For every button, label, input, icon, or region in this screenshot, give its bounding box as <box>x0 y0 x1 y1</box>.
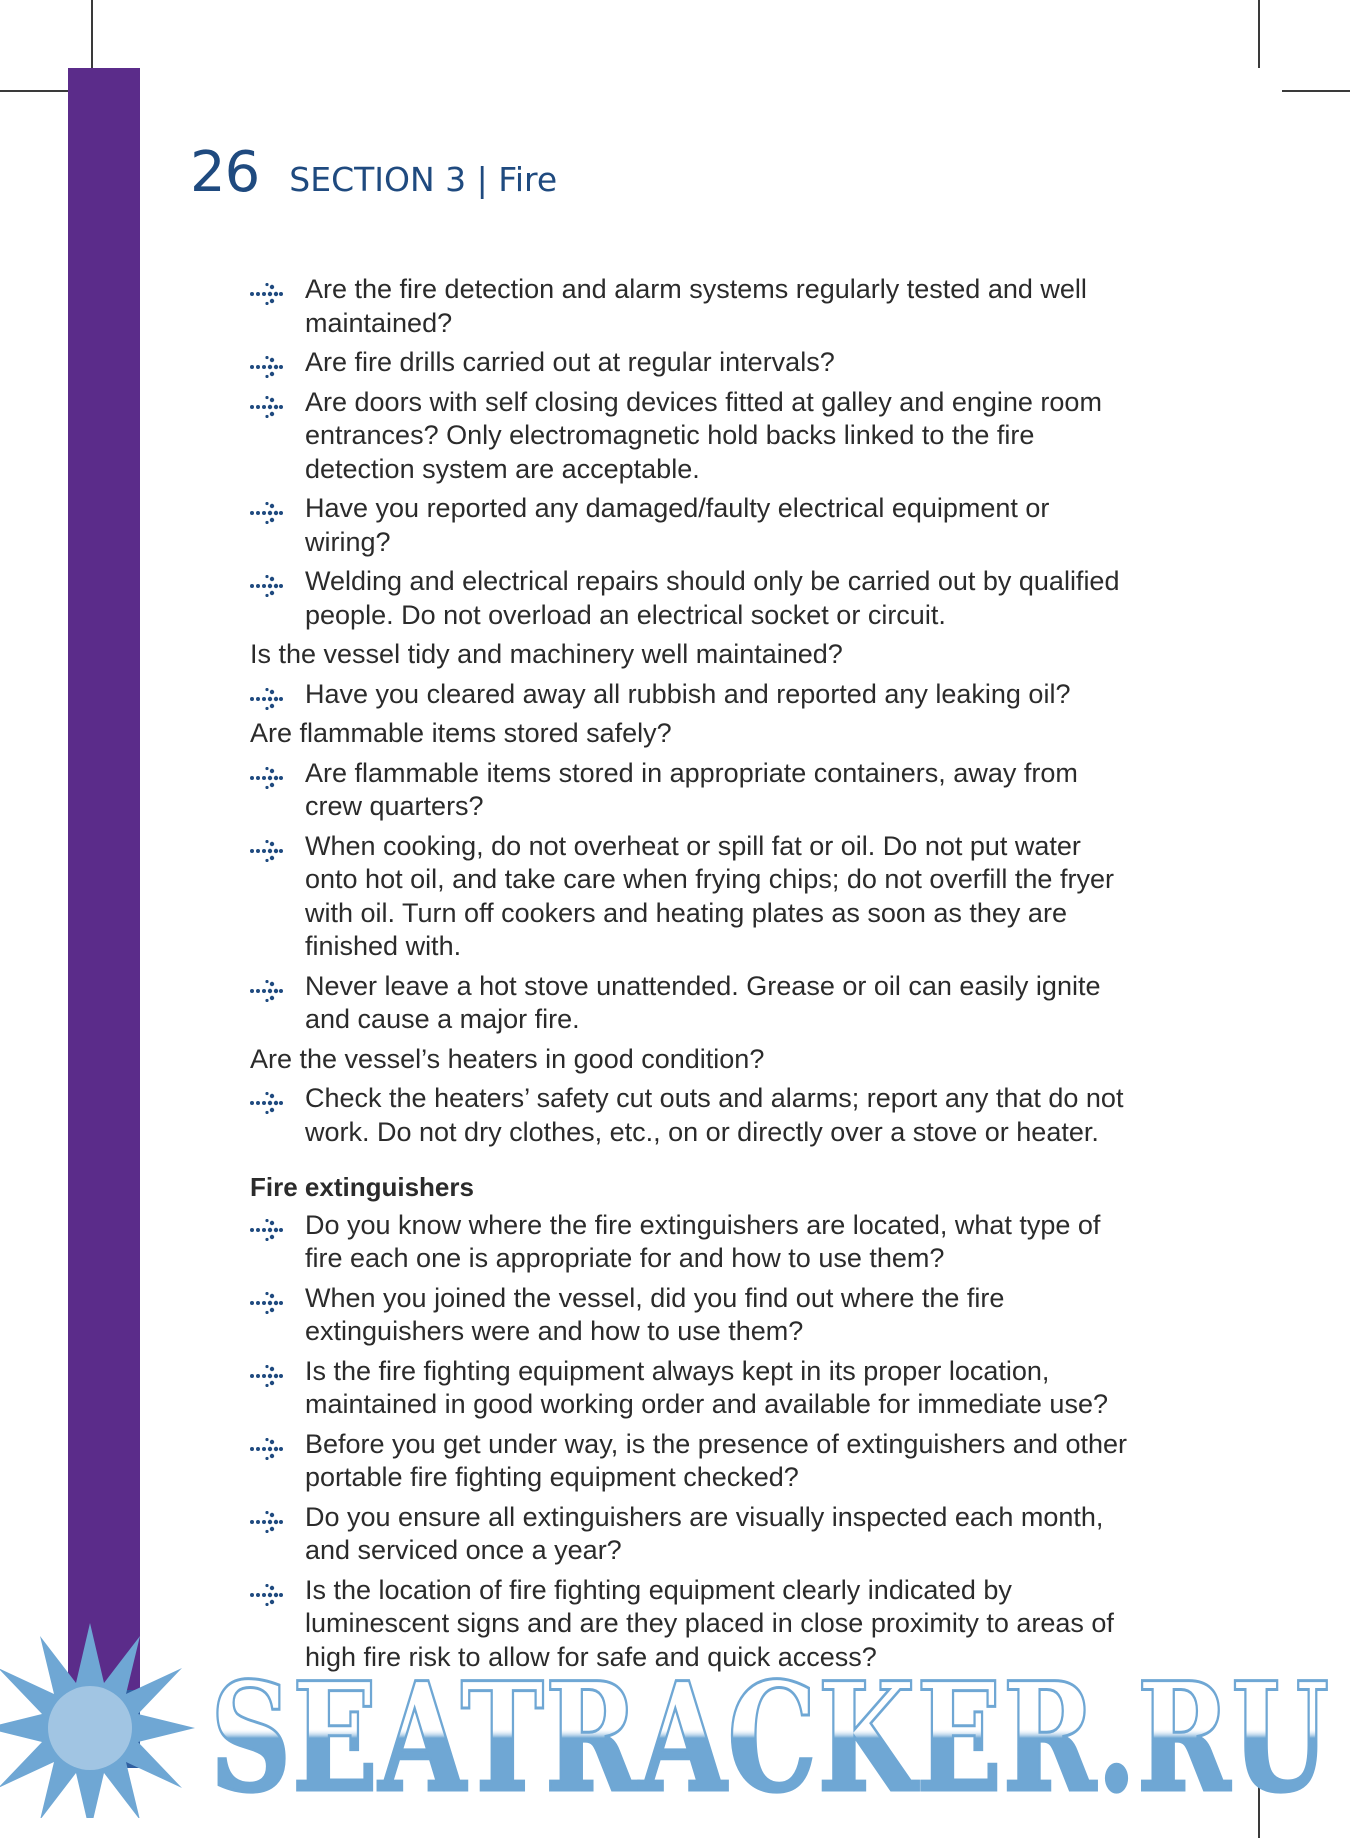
dotted-arrow-icon <box>250 764 284 786</box>
section-title: SECTION 3 | Fire <box>289 160 558 199</box>
bullet-text: Do you know where the fire extinguishers are located, what type of fire each one is appropriate for and how to use them? <box>305 1209 1101 1273</box>
bullet-item <box>250 970 1130 1037</box>
question-line: Are flammable items stored safely? <box>250 718 672 748</box>
crop-mark <box>1282 90 1350 92</box>
bullet-text: Welding and electrical repairs should only be carried out by qualified people. Do not overload an electrical socket or circuit. <box>305 566 1120 630</box>
bullet-item <box>250 1282 1130 1349</box>
dotted-arrow-icon <box>250 685 284 707</box>
dotted-arrow-icon <box>250 837 284 859</box>
bullet-item <box>250 1428 1130 1495</box>
sunburst-icon <box>0 1623 195 1818</box>
section-color-band <box>68 68 140 1768</box>
bullet-item <box>250 1355 1130 1422</box>
bullet-text: Are the fire detection and alarm systems regularly tested and well maintained? <box>305 274 1087 338</box>
dotted-arrow-icon <box>250 499 284 521</box>
bullet-text: Are fire drills carried out at regular intervals? <box>305 347 835 377</box>
page-content <box>250 273 1130 1680</box>
dotted-arrow-icon <box>250 1289 284 1311</box>
dotted-arrow-icon <box>250 1362 284 1384</box>
dotted-arrow-icon <box>250 280 284 302</box>
page-number: 26 <box>190 140 260 205</box>
bullet-item <box>250 830 1130 964</box>
question-line: Are the vessel’s heaters in good condition? <box>250 1043 765 1074</box>
dotted-arrow-icon <box>250 393 284 415</box>
bullet-text: Never leave a hot stove unattended. Grease or oil can easily ignite and cause a major fire. <box>305 970 1101 1034</box>
bullet-item <box>250 1209 1130 1276</box>
bullet-text: When you joined the vessel, did you find out where the fire extinguishers were and how to use them? <box>305 1282 1005 1346</box>
bullet-item <box>250 346 1130 380</box>
bullet-text: Have you cleared away all rubbish and reported any leaking oil? <box>305 678 1071 709</box>
watermark <box>0 1618 1350 1818</box>
page-header <box>190 140 557 205</box>
bullet-text: When cooking, do not overheat or spill fat or oil. Do not put water onto hot oil, and take care when frying chips; do not overfill the fryer with oil. Turn off cookers and heating plates as soon as they are finished with. <box>305 830 1114 961</box>
dotted-arrow-icon <box>250 353 284 375</box>
watermark-text: SEATRACKER.RU <box>210 1650 1330 1818</box>
bullet-item <box>250 565 1130 632</box>
bullet-item <box>250 1501 1130 1568</box>
bullet-text: Are doors with self closing devices fitted at galley and engine room entrances? Only electromagnetic hold backs linked to the fire detection system are acceptable. <box>305 386 1102 484</box>
dotted-arrow-icon <box>250 1435 284 1457</box>
bullet-text: Check the heaters’ safety cut outs and alarms; report any that do not work. Do not dry clothes, etc., on or directly over a stove or heater. <box>305 1083 1124 1147</box>
bullet-text: Have you reported any damaged/faulty electrical equipment or wiring? <box>305 493 1050 557</box>
bullet-item <box>250 273 1130 340</box>
dotted-arrow-icon <box>250 977 284 999</box>
bullet-text: Do you ensure all extinguishers are visually inspected each month, and serviced once a year? <box>305 1501 1104 1565</box>
bullet-text: Is the location of fire fighting equipment clearly indicated by luminescent signs and are they placed in close proximity to areas of high fire risk to allow for safe and quick access? <box>305 1574 1114 1672</box>
dotted-arrow-icon <box>250 1216 284 1238</box>
bullet-item <box>250 757 1130 824</box>
crop-mark <box>0 90 68 92</box>
crop-mark <box>1258 0 1260 68</box>
bullet-text: Is the fire fighting equipment always kept in its proper location, maintained in good working order and available for immediate use? <box>305 1355 1108 1419</box>
bullet-text: Are flammable items stored in appropriate containers, away from crew quarters? <box>305 757 1078 821</box>
bullet-item <box>250 492 1130 559</box>
subheading: Fire extinguishers <box>250 1172 474 1202</box>
bullet-item <box>250 1082 1130 1149</box>
dotted-arrow-icon <box>250 572 284 594</box>
question-line: Is the vessel tidy and machinery well maintained? <box>250 639 843 669</box>
bullet-item <box>250 386 1130 487</box>
bullet-text: Before you get under way, is the presence of extinguishers and other portable fire fighting equipment checked? <box>305 1428 1127 1492</box>
crop-mark <box>91 0 93 68</box>
dotted-arrow-icon <box>250 1089 284 1111</box>
dotted-arrow-icon <box>250 1581 284 1603</box>
dotted-arrow-icon <box>250 1508 284 1530</box>
bullet-item <box>250 678 1130 712</box>
